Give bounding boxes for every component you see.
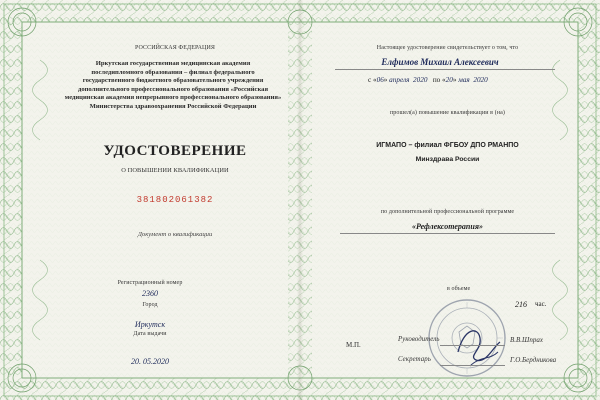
secretary-name: Г.О.Бердникова [510,356,557,364]
seal-place-label: М.П. [346,341,361,349]
document-type: Документ о квалификации [137,231,213,238]
from-year: 2020 [413,76,428,84]
head-signature-line [440,345,505,346]
program-label: по дополнительной профессиональной программе [380,209,515,215]
federation-label: РОССИЙСКАЯ ФЕДЕРАЦИЯ [134,45,216,51]
hours-unit: час. [535,300,547,308]
head-name: В.В.Шпрах [510,336,543,344]
from-prefix: с « [368,76,377,84]
city-label: Город [142,302,158,308]
registration-number: 2360 [142,289,158,298]
org-line: последипломного образования – филиал федерального [91,68,255,76]
name-underline [335,69,555,70]
to-year: 2020 [473,76,488,84]
to-prefix: по « [432,76,446,84]
intro-text: Настоящее удостоверение свидетельствует о том, что [376,45,519,51]
program-name: «Рефлексотерапия» [412,222,483,231]
secretary-label: Секретарь [398,356,431,363]
passed-text: прошел(а) повышение квалификации в (на) [389,110,505,116]
ministry-name: Минздрава России [415,156,480,163]
registration-label: Регистрационный номер [117,280,183,286]
org-line: Иркутская государственная медицинская академия [95,60,251,67]
org-line: Министерства здравоохранения Российской Федерации [89,102,257,110]
organization-block [42,60,304,112]
to-mid: » [452,76,459,84]
head-label: Руководитель [398,336,440,343]
serial-number: 381802061382 [136,195,214,205]
certificate-title: УДОСТОВЕРЕНИЕ [103,143,247,159]
holder-name: Елфимов Михаил Алексеевич [381,57,499,67]
from-month: апреля [389,76,410,84]
hours-value: 216 [515,300,527,309]
to-day: 20 [445,76,453,84]
to-month: мая [458,76,470,84]
signature-icon [450,316,510,376]
issue-date-label: Дата выдачи [133,331,167,337]
issue-date: 20. 05.2020 [131,357,169,366]
volume-label: в объеме [447,286,471,292]
from-day: 06 [376,76,384,84]
city-value: Иркутск [134,320,166,329]
org-line: государственного бюджетного образовательного учреждения [82,77,264,85]
organization-short: ИГМАПО – филиал ФГБОУ ДПО РМАНПО [376,142,519,149]
org-line: медицинская академия непрерывного профессионального образования» [64,94,282,102]
org-line: дополнительного профессионального образования «Российская [77,85,269,93]
from-mid: » [383,76,390,84]
secretary-signature-line [440,365,505,366]
program-underline [340,233,555,234]
certificate-subtitle: О ПОВЫШЕНИИ КВАЛИФИКАЦИИ [121,167,229,174]
training-period [368,76,488,84]
